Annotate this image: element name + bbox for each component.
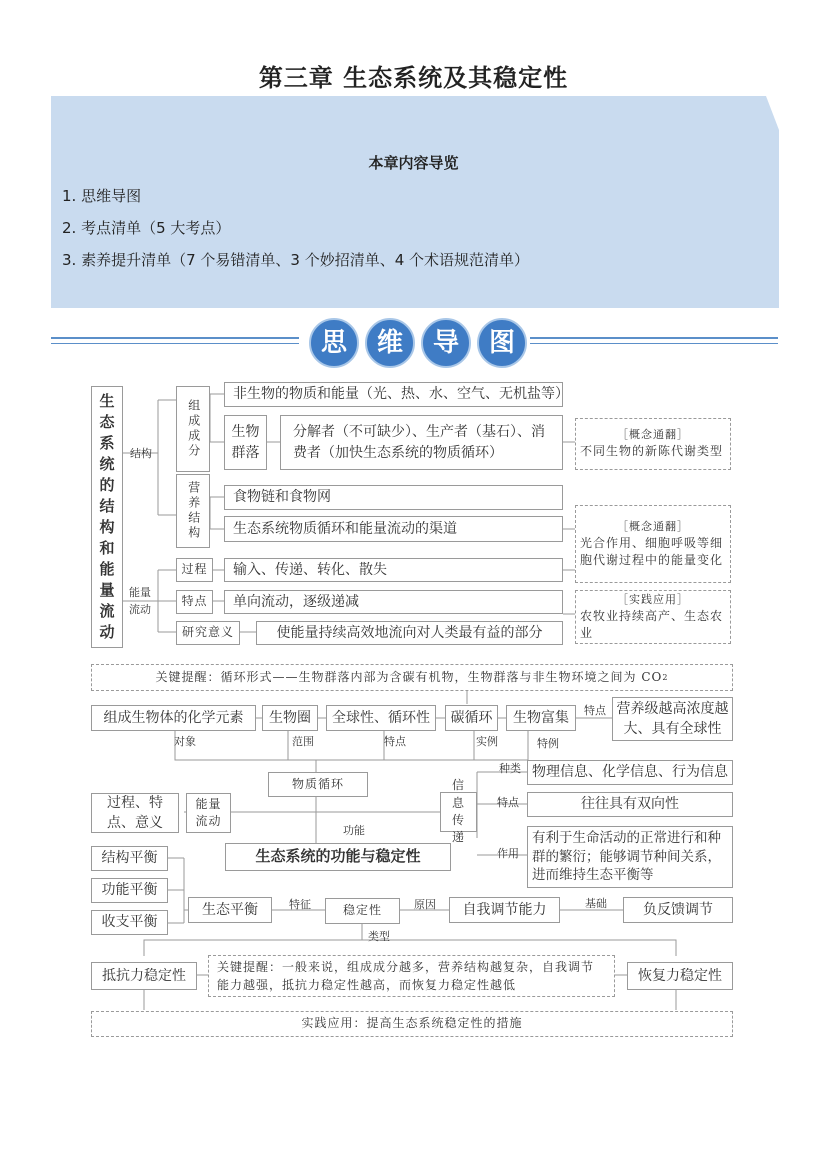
composition-node: 组成成分	[176, 386, 210, 472]
channel-node: 生态系统物质循环和能量流动的渠道	[224, 516, 563, 542]
biomagnification-node: 生物富集	[506, 705, 576, 731]
note-title: ［实践应用］	[617, 592, 689, 606]
enrich-feature-label: 特点	[584, 704, 606, 717]
structure-balance-node: 结构平衡	[91, 846, 168, 871]
key-hint-text: 关键提醒：循环形式——生物群落内部为含碳有机物，生物群落与非生物环境之间为 CO	[155, 669, 663, 684]
eco-balance-node: 生态平衡	[188, 897, 272, 923]
nutrition-structure-node: 营养结构	[176, 474, 210, 548]
carbon-cycle-node: 碳循环	[445, 705, 498, 731]
guide-heading: 本章内容导览	[368, 154, 459, 172]
edge-label: 作用	[497, 847, 519, 860]
community-detail-node: 分解者（不可缺少）、生产者（基石）、消费者（加快生态系统的物质循环）	[280, 415, 563, 470]
energy-flow-node: 能量流动	[186, 793, 231, 833]
enrich-feature-node: 营养级越高浓度越大、具有全球性	[612, 697, 733, 741]
feature-node: 单向流动，逐级递减	[224, 590, 563, 614]
biosphere-node: 生物圈	[262, 705, 318, 731]
edge-label: 类型	[368, 930, 390, 943]
note-concept-1	[575, 418, 731, 470]
budget-balance-node: 收支平衡	[91, 910, 168, 935]
edge-label: 特例	[537, 737, 559, 750]
function-label: 功能	[343, 824, 365, 837]
key-hint-sub: 2	[662, 672, 669, 682]
guide-item: 1. 思维导图	[62, 187, 142, 205]
note-title: ［概念通翻］	[617, 519, 689, 533]
stability-node: 稳定性	[325, 898, 400, 924]
info-transfer-node: 信息传递	[440, 792, 477, 832]
function-balance-node: 功能平衡	[91, 878, 168, 903]
header-badge: 维	[365, 318, 415, 368]
structure-label: 结构	[130, 447, 152, 460]
community-node: 生物群落	[224, 415, 267, 470]
negative-feedback-node: 负反馈调节	[623, 897, 733, 923]
note-concept-2	[575, 505, 731, 583]
resistance-node: 抵抗力稳定性	[91, 962, 197, 990]
note-text: 光合作用、细胞呼吸等细胞代谢过程中的能量变化	[580, 535, 724, 567]
info-types-node: 物理信息、化学信息、行为信息	[527, 760, 733, 785]
global-node: 全球性、循环性	[326, 705, 436, 731]
practice-node: 实践应用：提高生态系统稳定性的措施	[91, 1011, 733, 1037]
edge-label: 原因	[414, 898, 436, 911]
info-feature-node: 往往具有双向性	[527, 792, 733, 817]
note-practice	[575, 590, 731, 644]
guide-item: 2. 考点清单（5 大考点）	[62, 219, 231, 237]
material-cycle-node: 物质循环	[268, 772, 368, 797]
meaning-label: 研究意义	[176, 621, 240, 645]
root-node: 生态系统的结构和能量流动	[91, 386, 123, 648]
meaning-node: 使能量持续高效地流向对人类最有益的部分	[256, 621, 563, 645]
edge-label: 基础	[585, 897, 607, 910]
note-text: 不同生物的新陈代谢类型	[580, 444, 724, 459]
note-title: ［概念通翻］	[617, 428, 689, 442]
feature-label: 特点	[176, 590, 213, 614]
process-node: 输入、传递、转化、散失	[224, 558, 563, 582]
edge-label: 对象	[174, 735, 196, 748]
key-hint-cycle	[91, 664, 733, 691]
resilience-node: 恢复力稳定性	[627, 962, 733, 990]
page-title: 第三章 生态系统及其稳定性	[258, 63, 569, 92]
edge-label: 特点	[497, 796, 519, 809]
center-node: 生态系统的功能与稳定性	[225, 843, 451, 871]
abiotic-node: 非生物的物质和能量（光、热、水、空气、无机盐等）	[224, 382, 563, 407]
guide-item: 3. 素养提升清单（7 个易错清单、3 个妙招清单、4 个术语规范清单）	[62, 251, 530, 269]
header-badge: 图	[477, 318, 527, 368]
self-regulation-node: 自我调节能力	[449, 897, 560, 923]
edge-label: 范围	[292, 735, 314, 748]
header-badge: 思	[309, 318, 359, 368]
edge-label: 特征	[289, 898, 311, 911]
info-role-node: 有利于生命活动的正常进行和种群的繁衍；能够调节种间关系，进而维持生态平衡等	[527, 826, 733, 888]
process-label: 过程	[176, 558, 213, 582]
edge-label: 种类	[499, 762, 521, 775]
key-hint-stability: 关键提醒：一般来说，组成成分越多，营养结构越复杂，自我调节能力越强，抵抗力稳定性越高，而恢复力稳定性越低	[208, 955, 615, 997]
energy-process-node: 过程、特点、意义	[91, 793, 179, 833]
edge-label: 实例	[476, 735, 498, 748]
foodchain-node: 食物链和食物网	[224, 485, 563, 510]
chem-elements-node: 组成生物体的化学元素	[91, 705, 256, 731]
header-badge: 导	[421, 318, 471, 368]
energy-flow-label: 能量流动	[129, 586, 151, 616]
note-text: 农牧业持续高产、生态农业	[580, 608, 724, 640]
edge-label: 特点	[384, 735, 406, 748]
